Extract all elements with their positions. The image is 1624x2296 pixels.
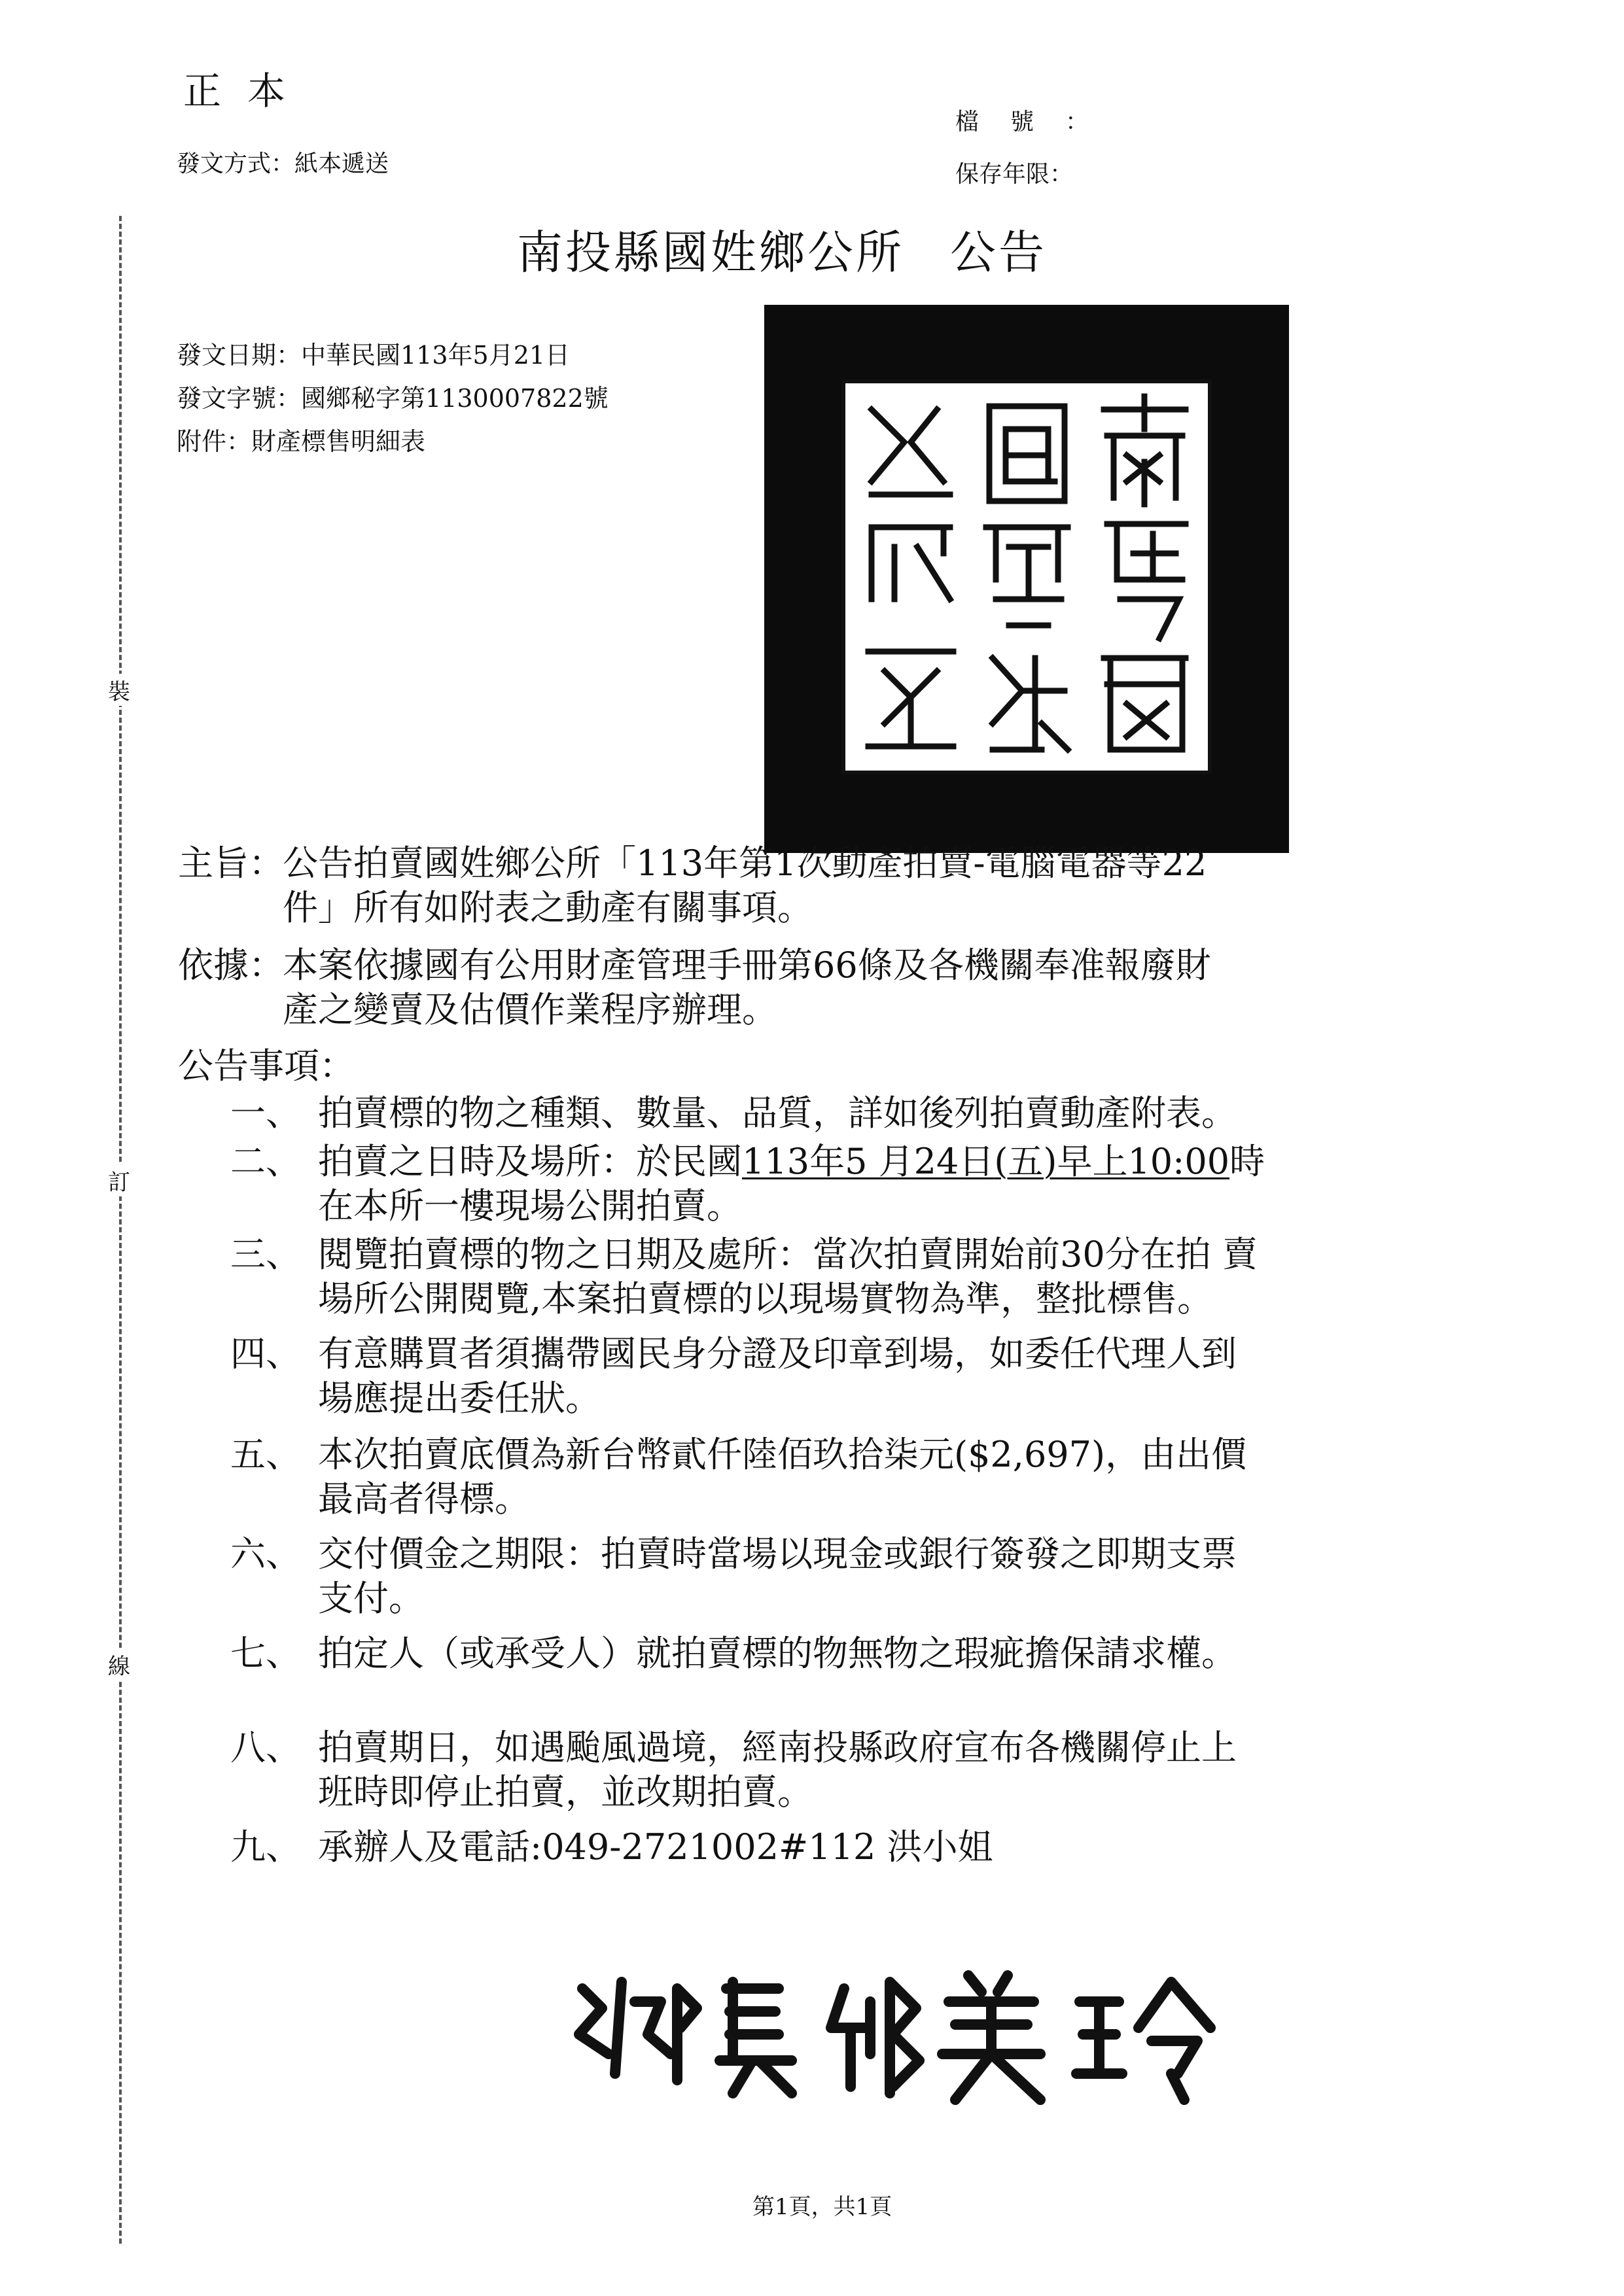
item-number-9: 九、 — [230, 1826, 301, 1868]
item-3-line-2: 場所公開閱覽,本案拍賣標的以現場實物為準，整批標售。 — [318, 1278, 1213, 1319]
item-number-5: 五、 — [230, 1434, 301, 1475]
binding-mark-xian: 線 — [98, 1648, 140, 1680]
item-number-8: 八、 — [230, 1727, 301, 1768]
item-2-pre: 拍賣之日時及場所：於民國 — [318, 1141, 742, 1182]
item-number-3: 三、 — [230, 1234, 301, 1275]
copy-type-label: 正本 — [183, 69, 312, 113]
archive-number-text: 檔號： — [955, 109, 1121, 135]
binding-mark-zhuang: 裝 — [98, 674, 140, 706]
item-9-line-1: 承辦人及電話:049-2721002#112 洪小姐 — [318, 1826, 993, 1868]
item-number-4: 四、 — [230, 1333, 301, 1374]
page-footer: 第1頁，共1頁 — [752, 2194, 892, 2220]
mayor-signature — [563, 1962, 1256, 2113]
auction-date: 113年5 月24日 — [742, 1141, 995, 1182]
item-2-post: 時 — [1229, 1141, 1265, 1182]
basis-line-1: 本案依據國有公用財產管理手冊第66條及各機關奉准報廢財 — [283, 945, 1211, 986]
item-5-line-1: 本次拍賣底價為新台幣貳仟陸佰玖拾柒元($2,697)，由出價 — [318, 1434, 1247, 1475]
basis-line-2: 產之變賣及估價作業程序辦理。 — [283, 989, 777, 1030]
auction-time: 早上10:00 — [1057, 1141, 1230, 1182]
archive-number-label — [955, 103, 1120, 137]
seal-glyphs-icon — [845, 383, 1208, 771]
item-number-1: 一、 — [230, 1092, 301, 1134]
send-method: 發文方式：紙本遞送 — [177, 150, 389, 177]
item-2-line-1 — [318, 1141, 1265, 1183]
issue-date: 發文日期：中華民國113年5月21日 — [177, 341, 571, 370]
item-number-6: 六、 — [230, 1533, 301, 1574]
item-7-line-1: 拍定人（或承受人）就拍賣標的物無物之瑕疵擔保請求權。 — [318, 1633, 1237, 1674]
item-number-2: 二、 — [230, 1141, 301, 1182]
subject-line-2: 件」所有如附表之動產有關事項。 — [283, 887, 813, 928]
issue-number: 發文字號：國鄉秘字第1130007822號 — [177, 384, 609, 413]
item-4-line-1: 有意購買者須攜帶國民身分證及印章到場，如委任代理人到 — [318, 1333, 1237, 1374]
item-8-line-2: 班時即停止拍賣，並改期拍賣。 — [318, 1771, 813, 1813]
item-6-line-2: 支付。 — [318, 1578, 424, 1619]
binding-line — [119, 216, 122, 2244]
basis-label: 依據： — [178, 945, 284, 986]
notice-heading: 公告事項： — [178, 1045, 355, 1087]
item-6-line-1: 交付價金之期限：拍賣時當場以現金或銀行簽發之即期支票 — [318, 1533, 1237, 1574]
item-2-line-2: 在本所一樓現場公開拍賣。 — [318, 1185, 742, 1226]
item-8-line-1: 拍賣期日，如遇颱風過境，經南投縣政府宣布各機關停止上 — [318, 1727, 1237, 1768]
agency-name: 南投縣國姓鄉公所 — [517, 226, 904, 279]
item-number-7: 七、 — [230, 1633, 301, 1674]
item-3-line-1: 閱覽拍賣標的物之日期及處所：當次拍賣開始前30分在拍 賣 — [318, 1234, 1258, 1275]
seal-inner-box — [841, 379, 1212, 774]
signature-brush-icon — [563, 1962, 1256, 2113]
item-1-line-1: 拍賣標的物之種類、數量、品質，詳如後列拍賣動產附表。 — [318, 1092, 1237, 1134]
auction-weekday: (五) — [994, 1141, 1057, 1182]
document-title — [517, 216, 1047, 282]
official-seal — [764, 305, 1289, 853]
attachment-info: 附件：財產標售明細表 — [177, 427, 426, 456]
subject-line-1: 公告拍賣國姓鄉公所「113年第1次動產拍賣-電腦電器等22 — [283, 843, 1207, 884]
item-5-line-2: 最高者得標。 — [318, 1478, 530, 1520]
retention-period-label: 保存年限： — [955, 161, 1074, 188]
document-type: 公告 — [950, 226, 1047, 279]
binding-mark-ding: 訂 — [98, 1164, 140, 1196]
subject-label: 主旨： — [178, 843, 284, 884]
item-4-line-2: 場應提出委任狀。 — [318, 1378, 601, 1419]
